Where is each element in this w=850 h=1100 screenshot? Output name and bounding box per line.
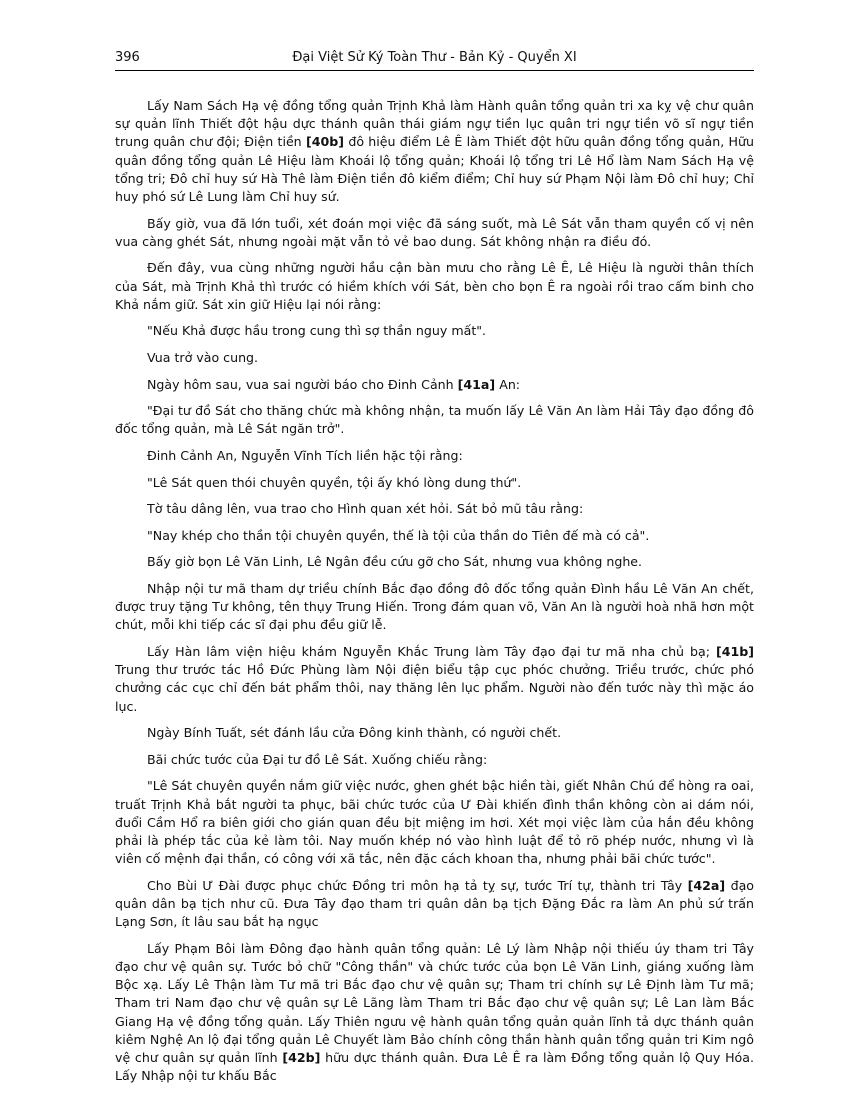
paragraph (115, 751, 754, 769)
paragraph-text: Vua trở vào cung. (147, 350, 259, 365)
paragraph-text: "Lê Sát quen thói chuyên quyền, tội ấy khó lòng dung thứ". (147, 474, 522, 490)
paragraph (115, 259, 754, 314)
page-number: 396 (115, 50, 140, 65)
page-header (115, 48, 754, 71)
folio-marker: [41b] (715, 643, 754, 659)
paragraph-text: đô hiệu điểm Lê Ê làm Thiết đột hữu quân đồng tổng quản, Hữu quân đồng tổng quản Lê Hiệu làm Khoái lộ tổng quản; Khoái lộ tổng tri Lê Hổ làm Nam Sách Hạ vệ tổng tri; Đô chỉ huy sứ Hà Thê làm Điện tiền đô kiểm điểm; Chỉ huy sứ Phạm Nội làm Đô chỉ huy; Chỉ huy phó sứ Lê Lung làm Chỉ huy sứ. (115, 134, 754, 205)
paragraph-text: "Lê Sát chuyên quyền nắm giữ việc nước, ghen ghét bậc hiền tài, giết Nhân Chú để hòng ra oai, truất Trịnh Khả bắt người ta phục, bãi chức tước của Ư Đài khiến đình thần không còn ai dám nói, đuổi Cầm Hổ ra biên giới cho gián quan đều bịt miệng im hơi. Xét mọi việc làm của hắn đều không phải là phép tắc của kẻ làm tôi. Nay muốn khép nó vào hình luật để tỏ rõ phép nước, nhưng vì là viên cố mệnh đại thần, có công với xã tắc, nên đặc cách khoan tha, nhưng phải bãi chức tước". (115, 778, 754, 867)
folio-marker: [42b] (282, 1049, 321, 1065)
paragraph-text: Bấy giờ bọn Lê Văn Linh, Lê Ngân đều cứu gỡ cho Sát, nhưng vua không nghe. (147, 554, 643, 570)
paragraph (115, 322, 754, 340)
paragraph (115, 402, 754, 438)
paragraph-text: Lấy Hàn lâm viện hiệu khám Nguyễn Khắc Trung làm Tây đạo đại tư mã nha chủ bạ; (147, 643, 716, 659)
paragraph (115, 777, 754, 868)
paragraph-text: hữu dực thánh quân. Đưa Lê Ê ra làm Đồng tổng quản lộ Quy Hóa. Lấy Nhập nội tư khấu Bắc (115, 1049, 754, 1084)
paragraph-text: Nhập nội tư mã tham dự triều chính Bắc đạo đồng đô đốc tổng quản Đình hầu Lê Văn An chết, được truy tặng Tư không, tên thụy Trung Hiến. Trong đám quan võ, Văn An là người hoà nhã hơn một chút, mỗi khi tiếp các sĩ đại phu đều giữ lễ. (115, 580, 754, 633)
running-title: Đại Việt Sử Ký Toàn Thư - Bản Kỷ - Quyển XI (292, 50, 577, 65)
paragraph (115, 724, 754, 742)
paragraph-text: Bấy giờ, vua đã lớn tuổi, xét đoán mọi việc đã sáng suốt, mà Lê Sát vẫn tham quyền cố vị nên vua càng ghét Sát, nhưng ngoài mặt vẫn tỏ vẻ bao dung. Sát không nhận ra điều đó. (115, 215, 754, 249)
paragraph-text: đạo quân dân bạ tịch như cũ. Đưa Tây đạo tham tri quân dân bạ tịch Đặng Đắc ra làm An phủ sứ trấn Lạng Sơn, ít lâu sau bắt hạ ngục (115, 877, 755, 930)
folio-marker: [41a] (457, 376, 496, 392)
paragraph-text: Đinh Cảnh An, Nguyễn Vĩnh Tích liền hặc tội rằng: (147, 447, 463, 463)
paragraph-text: "Nếu Khả được hầu trong cung thì sợ thần nguy mất". (147, 323, 487, 339)
paragraph-text: "Đại tư đồ Sát cho thăng chức mà không nhận, ta muốn lấy Lê Văn An làm Hải Tây đạo đồng đô đốc tổng quản, mà Lê Sát ngăn trở". (115, 403, 754, 437)
paragraph-text: Bãi chức tước của Đại tư đồ Lê Sát. Xuống chiếu rằng: (147, 751, 488, 767)
paragraph-text: Tờ tâu dâng lên, vua trao cho Hình quan xét hỏi. Sát bỏ mũ tâu rằng: (147, 501, 584, 517)
paragraph (115, 474, 754, 492)
paragraph (115, 447, 754, 465)
paragraph (115, 500, 754, 518)
folio-marker: [40b] (305, 134, 345, 150)
paragraph-text: Đến đây, vua cùng những người hầu cận bàn mưu cho rằng Lê Ê, Lê Hiệu là người thân thích của Sát, mà Trịnh Khả thì trước có hiềm khích với Sát, bèn cho bọn Ê ra ngoài rồi trao cấm binh cho Khả nắm giữ. Sát xin giữ Hiệu lại nói rằng: (115, 260, 754, 312)
paragraph-text: Trung thư trước tác Hồ Đức Phùng làm Nội điện biểu tập cục phóc chưởng. Triều trước, chức phó chưởng các cục chỉ đến bát phẩm thôi, nay thăng lên lục phẩm. Người nào đến tước này thì mặc áo lục. (115, 662, 754, 714)
paragraph-text: Lấy Nam Sách Hạ vệ đồng tổng quản Trịnh Khả làm Hành quân tổng quản tri xa kỵ vệ chư quân sự quản lĩnh Thiết đột hậu dực thánh quân thái giám ngự tiền lục quân tri ngự tiền võ sĩ ngự tiền trung quân chư đội; Điện tiền (115, 98, 754, 150)
paragraph (115, 215, 754, 251)
paragraph (115, 643, 754, 716)
paragraph-text: Cho Bùi Ư Đài được phục chức Đồng tri môn hạ tả tỵ sự, tước Trí tự, thành tri Tây (147, 877, 688, 893)
paragraph-text: An: (495, 376, 521, 392)
paragraph (115, 553, 754, 571)
paragraph-text: Ngày hôm sau, vua sai người báo cho Đinh Cảnh (147, 376, 458, 392)
paragraph (115, 940, 754, 1086)
paragraph (115, 580, 754, 635)
paragraph (115, 877, 754, 932)
paragraph (115, 97, 754, 206)
paragraph-text: Ngày Bính Tuất, sét đánh lầu cửa Đông kinh thành, có người chết. (147, 725, 562, 741)
paragraph (115, 376, 754, 394)
paragraph-text: Lấy Phạm Bôi làm Đông đạo hành quân tổng quản: Lê Lý làm Nhập nội thiếu úy tham tri Tây đạo chư vệ quân sự. Tước bỏ chữ "Công thần" và chức tước của bọn Lê Văn Linh, giáng xuống làm Bộc xạ. Lấy Lê Thận làm Tư mã tri Bắc đạo chư vệ quân sự; Tham tri chính sự Lê Định làm Tư mã; Tham tri Nam đạo chư vệ quân sự Lê Lãng làm Tham tri Bắc đạo chư vệ quân sự; Lê Lan làm Bắc Giang Hạ vệ đồng tổng quản. Lấy Thiên ngưu vệ hành quân tổng quản quản lĩnh tả dực thánh quân kiêm Nghệ An lộ đại tổng quản Lê Chuyết làm Bảo chính công thần hành quân tổng quản tri Kim ngô vệ chư quân sự quản lĩnh (115, 940, 754, 1065)
body-text (115, 97, 754, 1085)
paragraph-text: "Nay khép cho thần tội chuyên quyền, thế là tội của thần do Tiên đế mà có cả". (147, 527, 650, 543)
folio-marker: [42a] (687, 877, 726, 893)
paragraph (115, 527, 754, 545)
paragraph (115, 349, 754, 367)
